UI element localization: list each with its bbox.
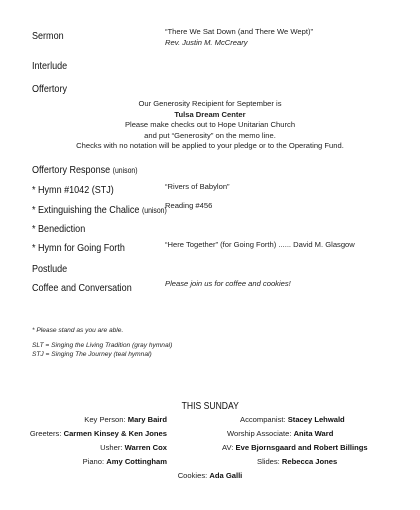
offertory-line-5: Checks with no notation will be applied to your pledge or to the Operating Fund. <box>76 141 344 151</box>
offertory-line-1: Our Generosity Recipient for September is <box>138 99 282 108</box>
offertory-text <box>0 99 420 152</box>
volunteer-piano <box>83 457 167 467</box>
volunteer-name: Warren Cox <box>124 443 167 452</box>
volunteer-name: Amy Cottingham <box>106 457 167 466</box>
volunteer-greeters <box>30 429 167 439</box>
volunteer-role: Cookies: <box>177 471 208 480</box>
offertory-response-label: Offertory Response <box>32 164 111 176</box>
volunteer-cookies <box>0 471 420 481</box>
order-label-offertory: Offertory <box>32 83 67 95</box>
volunteer-role: Usher: <box>100 443 123 452</box>
volunteer-usher <box>100 443 167 453</box>
order-label-benediction: * Benediction <box>32 223 86 235</box>
volunteer-role: Slides: <box>257 457 280 466</box>
volunteer-role: AV: <box>222 443 234 452</box>
order-label-coffee: Coffee and Conversation <box>32 282 132 294</box>
volunteer-slides <box>257 457 337 467</box>
volunteer-role: Key Person: <box>84 415 126 424</box>
volunteer-worship-associate <box>227 429 333 439</box>
extinguishing-chalice-suffix: (unison) <box>141 206 167 215</box>
order-label-hymn-going-forth: * Hymn for Going Forth <box>32 242 125 254</box>
order-label-postlude: Postlude <box>32 263 68 275</box>
this-sunday-title <box>0 401 420 412</box>
order-label-hymn-1042: * Hymn #1042 (STJ) <box>32 184 114 196</box>
volunteer-name: Carmen Kinsey & Ken Jones <box>63 429 167 438</box>
chalice-reading: Reading #456 <box>165 201 213 210</box>
offertory-response-suffix: (unison) <box>112 166 138 175</box>
sermon-title: “There We Sat Down (and There We Wept)” <box>165 27 313 36</box>
offertory-line-3: Please make checks out to Hope Unitarian Church <box>124 120 296 130</box>
generosity-recipient: Tulsa Dream Center <box>174 109 246 119</box>
volunteer-key-person <box>84 415 167 425</box>
volunteer-av <box>222 443 368 453</box>
offertory-line-4: and put “Generosity” on the memo line. <box>144 130 276 140</box>
hymn-going-forth-detail: “Here Together” (for Going Forth) ...... David M. Glasgow <box>165 240 355 249</box>
this-sunday-title-text: THIS SUNDAY <box>181 401 239 412</box>
note-stj: STJ = Singing The Journey (teal hymnal) <box>32 351 152 358</box>
volunteer-name: Rebecca Jones <box>281 457 338 466</box>
volunteer-name: Eve Bjornsgaard and Robert Billings <box>235 443 368 452</box>
volunteer-role: Worship Associate: <box>227 429 292 438</box>
volunteer-name: Ada Galli <box>209 471 243 480</box>
volunteer-role: Accompanist: <box>240 415 286 424</box>
volunteer-role: Greeters: <box>29 429 62 438</box>
order-label-offertory-response <box>32 164 138 176</box>
coffee-detail: Please join us for coffee and cookies! <box>165 279 291 288</box>
volunteer-accompanist <box>240 415 345 425</box>
order-label-sermon: Sermon <box>32 30 64 42</box>
volunteer-role: Piano: <box>82 457 105 466</box>
volunteer-name: Stacey Lehwald <box>287 415 345 424</box>
note-slt: SLT = Singing the Living Tradition (gray hymnal) <box>32 342 173 349</box>
hymn-1042-title: “Rivers of Babylon” <box>165 182 230 191</box>
order-label-extinguishing-chalice <box>32 204 167 216</box>
volunteer-name: Anita Ward <box>293 429 334 438</box>
extinguishing-chalice-label: * Extinguishing the Chalice <box>32 204 140 216</box>
sermon-speaker: Rev. Justin M. McCreary <box>165 38 248 47</box>
volunteer-name: Mary Baird <box>127 415 167 424</box>
note-stand: * Please stand as you are able. <box>32 327 124 334</box>
order-label-interlude: Interlude <box>32 60 68 72</box>
